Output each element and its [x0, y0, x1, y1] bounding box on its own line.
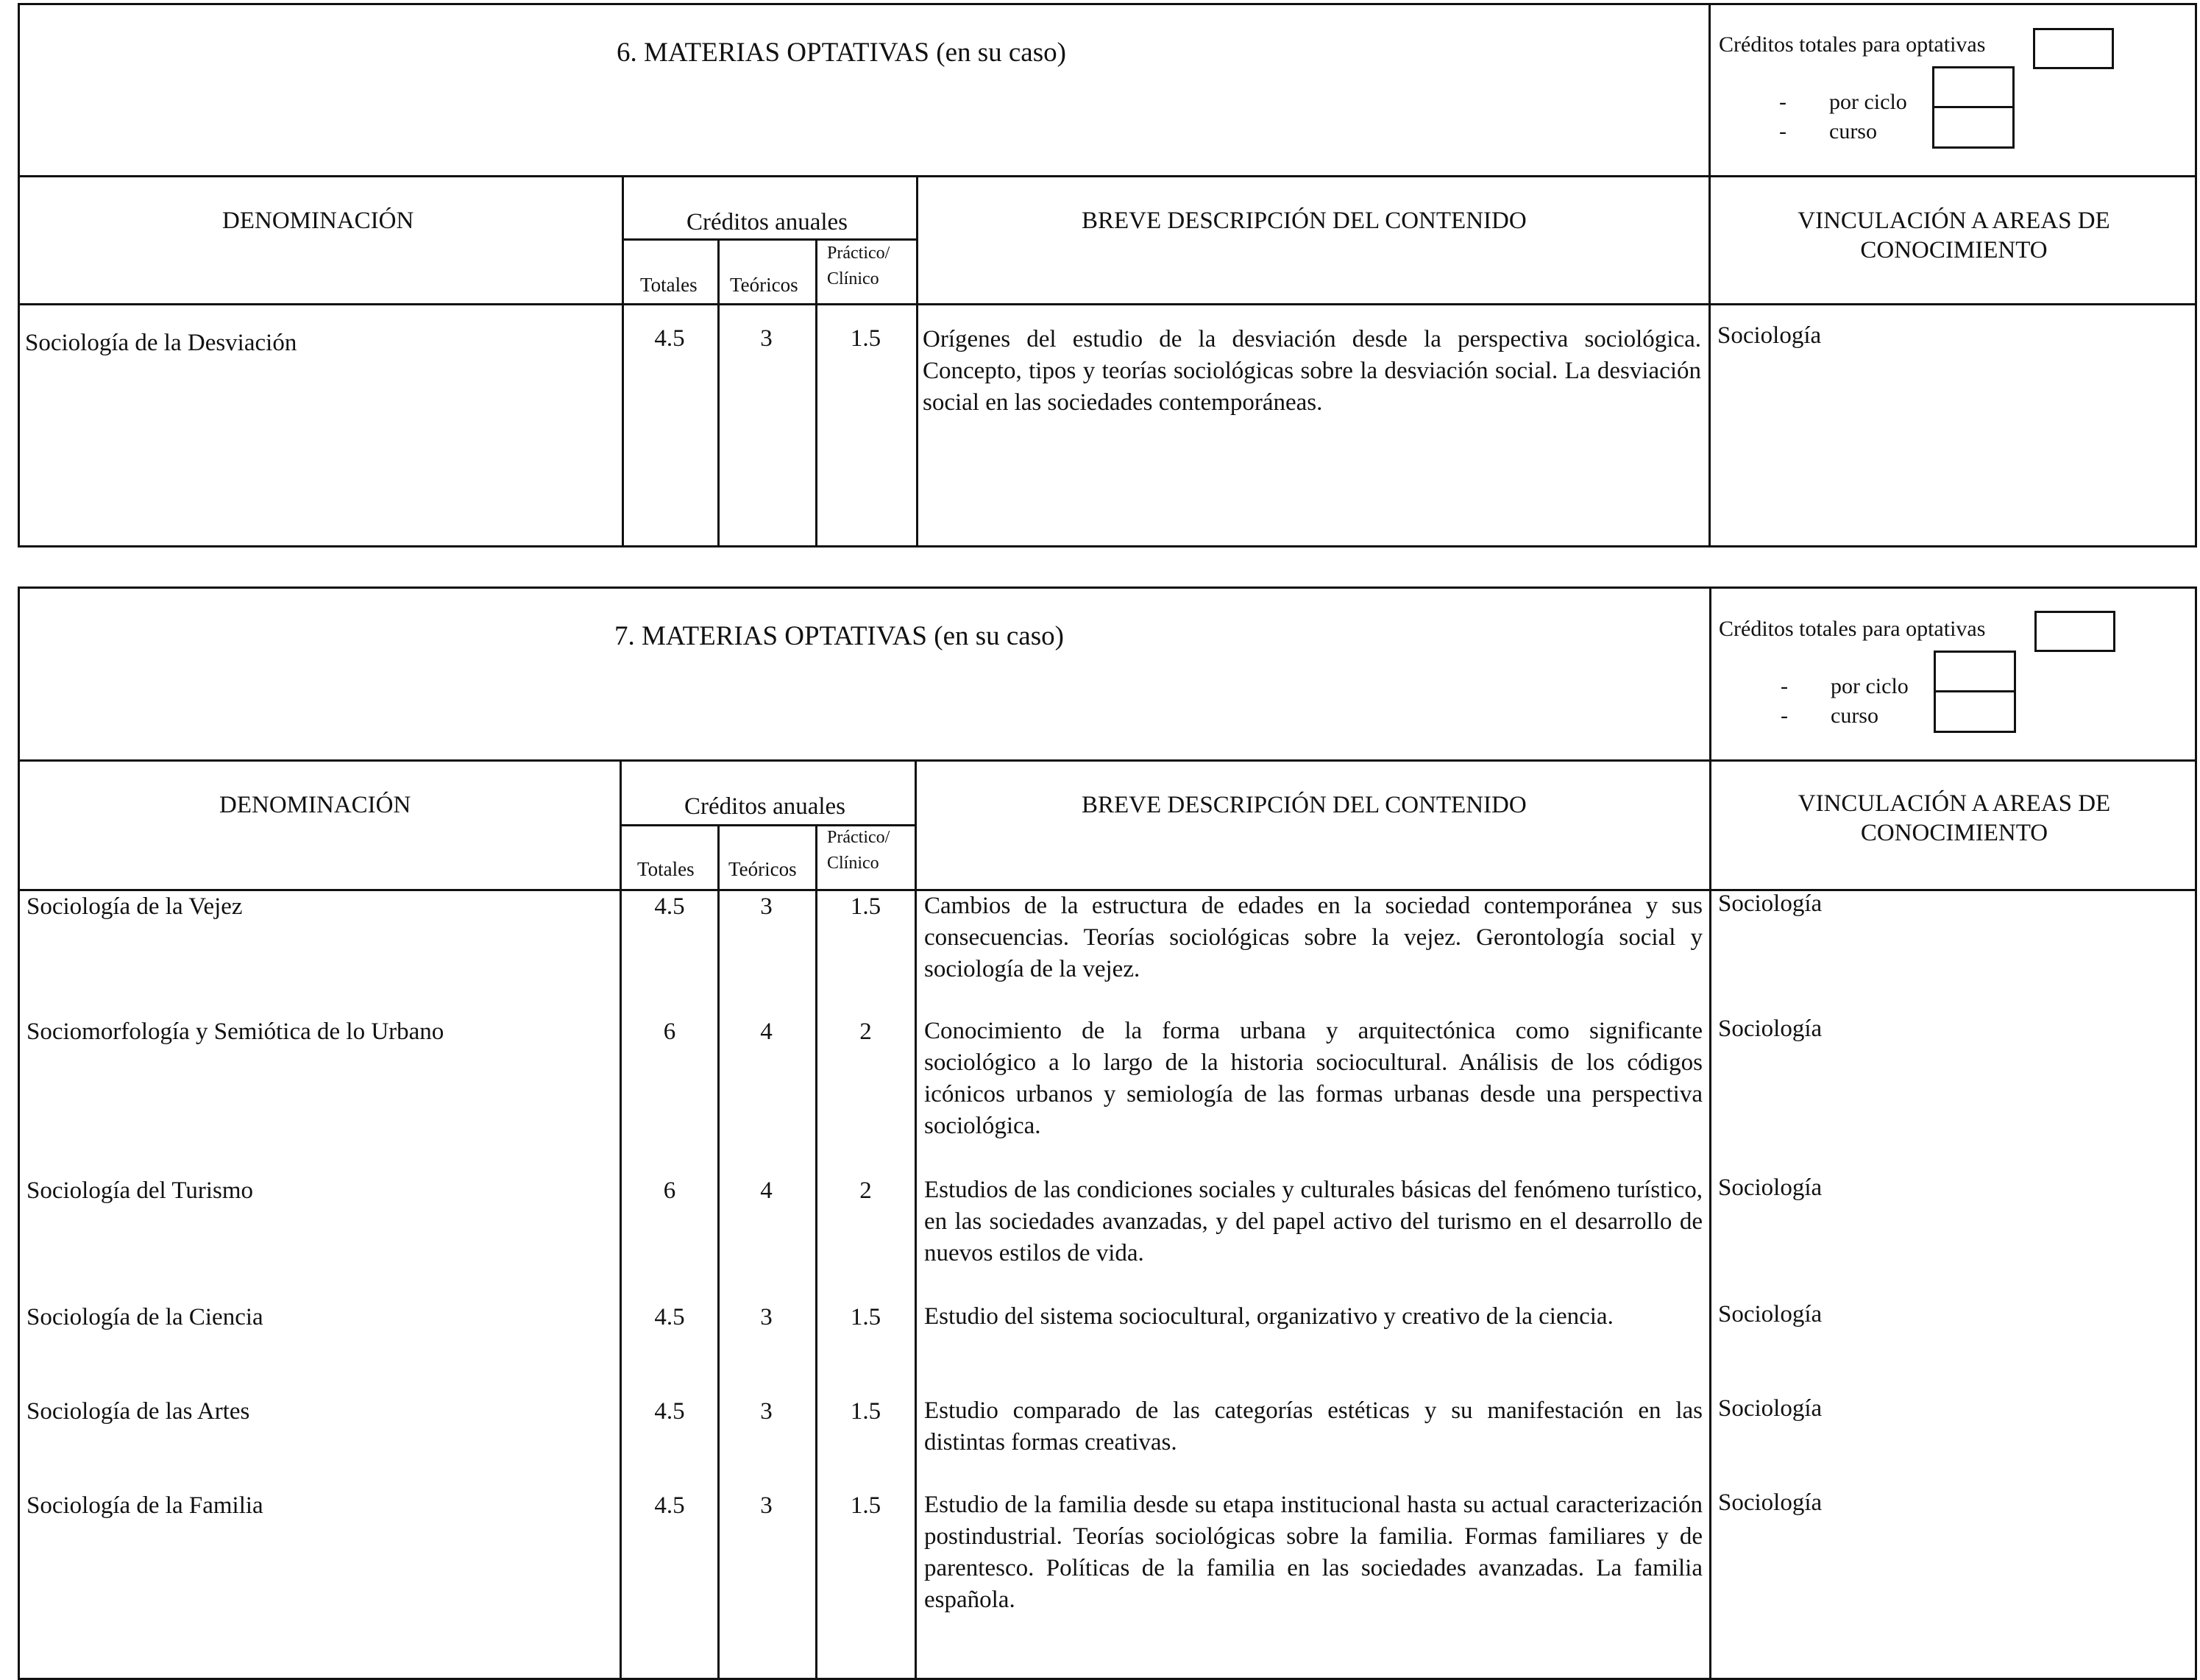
- row-teoricos: 4: [760, 1177, 773, 1204]
- row-totales: 6: [663, 1177, 676, 1204]
- row-description: Estudio del sistema sociocultural, organizativo y creativo de la ciencia.: [924, 1303, 1614, 1330]
- row-name: Sociología del Turismo: [26, 1177, 254, 1204]
- row-totales: 4.5: [654, 325, 685, 352]
- row-teoricos: 4: [760, 1018, 773, 1045]
- row-name: Sociología de la Desviación: [25, 330, 297, 356]
- header-vinculacion: VINCULACIÓN A AREAS DE: [1798, 208, 2110, 234]
- header-teoricos: Teóricos: [730, 274, 798, 296]
- row-practicos: 1.5: [850, 1492, 881, 1519]
- divider: [622, 238, 916, 241]
- header-denominacion: DENOMINACIÓN: [219, 792, 411, 818]
- row-totales: 6: [663, 1018, 676, 1045]
- dash: -: [1779, 90, 1786, 114]
- row-totales: 4.5: [654, 1304, 685, 1330]
- divider: [622, 175, 624, 547]
- row-description: Estudios de las condiciones sociales y culturales básicas del fenómeno turístico, en las sociedades avanzadas, y del papel activo del turismo en el desarrollo de nuevos estilos de vida.: [924, 1177, 1703, 1266]
- divider: [1708, 3, 1711, 547]
- divider: [18, 303, 2197, 305]
- row-teoricos: 3: [760, 893, 773, 920]
- section-title: 6. MATERIAS OPTATIVAS (en su caso): [617, 38, 1066, 68]
- header-vinculacion-2: CONOCIMIENTO: [1860, 820, 2048, 846]
- row-area: Sociología: [1718, 890, 1823, 917]
- row-description: Estudio de la familia desde su etapa institucional hasta su actual caracterización postindustrial. Teorías sociológicas sobre la familia. Formas familiares y de parentesco. Políticas de la familia en las sociedades avanzadas. La familia española.: [924, 1492, 1703, 1613]
- row-totales: 4.5: [654, 1398, 685, 1425]
- header-creditos-anuales: Créditos anuales: [686, 209, 848, 235]
- row-practicos: 1.5: [850, 1398, 881, 1425]
- row-totales: 4.5: [654, 1492, 685, 1519]
- divider: [18, 759, 2197, 762]
- header-descripcion: BREVE DESCRIPCIÓN DEL CONTENIDO: [1082, 208, 1527, 234]
- header-clinico: Clínico: [827, 269, 879, 288]
- row-name: Sociomorfología y Semiótica de lo Urbano: [26, 1018, 444, 1045]
- divider: [1932, 106, 2015, 108]
- divider: [916, 175, 918, 547]
- row-practicos: 1.5: [850, 325, 881, 352]
- dash: -: [1779, 119, 1786, 143]
- row-area: Sociología: [1718, 1301, 1823, 1328]
- divider: [815, 238, 817, 547]
- divider: [1934, 690, 2016, 692]
- row-practicos: 1.5: [850, 893, 881, 920]
- row-description: Cambios de la estructura de edades en la sociedad contemporánea y sus consecuencias. Teorías sociológicas sobre la vejez. Gerontología social y sociología de la vejez.: [924, 893, 1703, 982]
- divider: [18, 175, 2197, 177]
- row-teoricos: 3: [760, 1304, 773, 1330]
- row-practicos: 2: [859, 1177, 872, 1204]
- dash: -: [1781, 674, 1788, 698]
- row-name: Sociología de la Vejez: [26, 893, 243, 920]
- header-practico: Práctico/: [827, 828, 890, 847]
- divider: [815, 824, 817, 1680]
- row-teoricos: 3: [760, 1398, 773, 1425]
- per-cycle-label: por ciclo: [1831, 674, 1909, 698]
- divider: [622, 824, 916, 826]
- row-area: Sociología: [1717, 322, 1822, 349]
- header-clinico: Clínico: [827, 854, 879, 873]
- header-practico: Práctico/: [827, 244, 890, 263]
- row-totales: 4.5: [654, 893, 685, 920]
- header-vinculacion-2: CONOCIMIENTO: [1860, 237, 2048, 263]
- header-creditos-anuales: Créditos anuales: [684, 793, 846, 820]
- row-name: Sociología de la Ciencia: [26, 1304, 263, 1330]
- row-name: Sociología de las Artes: [26, 1398, 250, 1425]
- row-practicos: 2: [859, 1018, 872, 1045]
- row-teoricos: 3: [760, 325, 773, 352]
- credits-total-label: Créditos totales para optativas: [1719, 617, 1986, 641]
- table-6-frame: [18, 3, 2197, 547]
- section-title: 7. MATERIAS OPTATIVAS (en su caso): [614, 621, 1064, 651]
- credits-total-field[interactable]: [2033, 28, 2114, 69]
- header-totales: Totales: [640, 274, 698, 296]
- row-description: Orígenes del estudio de la desviación desde la perspectiva sociológica. Concepto, tipos y teorías sociológicas sobre la desviación social. La desviación social en las sociedades contemporáneas.: [923, 326, 1701, 416]
- per-cycle-label: por ciclo: [1829, 90, 1907, 114]
- row-practicos: 1.5: [850, 1304, 881, 1330]
- header-teoricos: Teóricos: [728, 858, 797, 880]
- divider: [717, 238, 720, 547]
- header-descripcion: BREVE DESCRIPCIÓN DEL CONTENIDO: [1082, 792, 1527, 818]
- credits-total-field[interactable]: [2034, 611, 2115, 652]
- row-description: Estudio comparado de las categorías estéticas y su manifestación en las distintas formas creativas.: [924, 1397, 1703, 1456]
- row-teoricos: 3: [760, 1492, 773, 1519]
- row-area: Sociología: [1718, 1016, 1823, 1042]
- course-label: curso: [1831, 703, 1878, 728]
- header-totales: Totales: [637, 858, 695, 880]
- header-vinculacion: VINCULACIÓN A AREAS DE: [1798, 790, 2111, 817]
- header-denominacion: DENOMINACIÓN: [222, 208, 414, 234]
- row-area: Sociología: [1718, 1174, 1823, 1201]
- row-description: Conocimiento de la forma urbana y arquitectónica como significante sociológico a lo largo de la historia sociocultural. Análisis de los códigos icónicos urbanos y semiología de las formas urbanas desde una perspectiva sociológica.: [924, 1018, 1703, 1139]
- divider: [1709, 586, 1711, 1680]
- row-area: Sociología: [1718, 1489, 1823, 1516]
- dash: -: [1781, 703, 1788, 728]
- row-area: Sociología: [1718, 1395, 1823, 1422]
- divider: [717, 824, 720, 1680]
- course-label: curso: [1829, 119, 1877, 143]
- credits-total-label: Créditos totales para optativas: [1719, 32, 1986, 57]
- row-name: Sociología de la Familia: [26, 1492, 263, 1519]
